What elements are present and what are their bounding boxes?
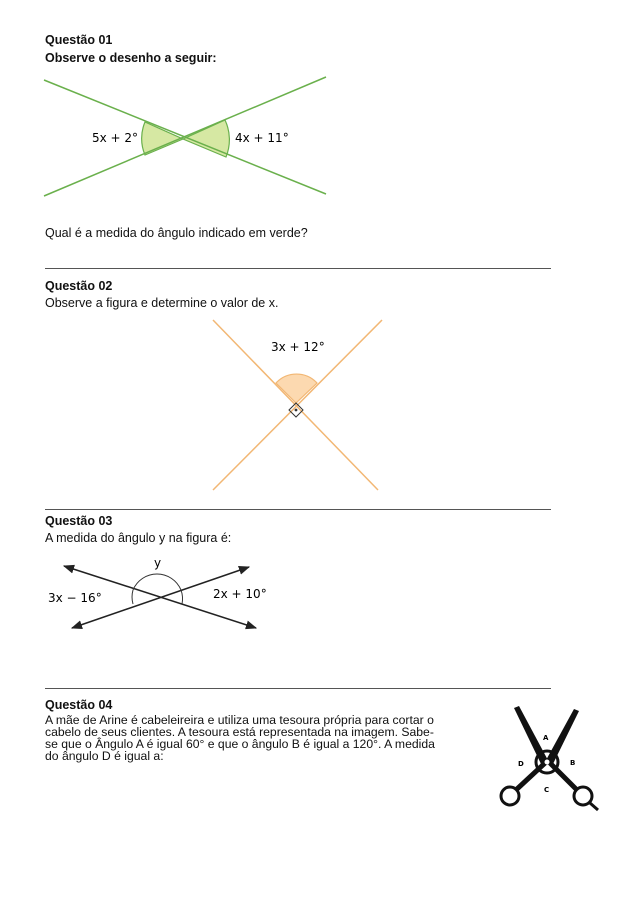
q2-instruction: Observe a figura e determine o valor de x.	[45, 296, 279, 310]
q3-label-top: y	[154, 556, 162, 570]
q4-title: Questão 04	[45, 698, 113, 712]
q3-angle-arc-top	[133, 574, 181, 590]
q3-angle-arc-left	[132, 590, 133, 604]
scissors-label-a: A	[543, 734, 549, 742]
q4-line-4: do ângulo D é igual a:	[45, 749, 164, 763]
q2-angle-fill	[276, 374, 317, 403]
q3-title: Questão 03	[45, 514, 113, 528]
q3-label-right: 2x + 10°	[213, 587, 267, 601]
q1-angle-left-fill	[142, 122, 183, 155]
scissors-pivot	[545, 760, 550, 765]
q1-label-right: 4x + 11°	[235, 131, 289, 145]
q1-title: Questão 01	[45, 33, 113, 47]
scissors-label-c: C	[544, 786, 550, 794]
q3-label-left: 3x − 16°	[48, 591, 102, 605]
q4-line-2: cabelo de seus clientes. A tesoura está representada na imagem. Sabe-	[45, 725, 434, 739]
q3-angle-arc-right	[181, 590, 183, 604]
scissors-blade-right	[545, 709, 579, 766]
divider-2	[45, 509, 551, 510]
scissors-tail	[590, 803, 598, 810]
q4-line-1: A mãe de Arine é cabeleireira e utiliza uma tesoura própria para cortar o	[45, 713, 434, 727]
scissors-ring-right	[574, 787, 592, 805]
q1-label-left: 5x + 2°	[92, 131, 139, 145]
q2-right-angle-dot	[295, 409, 298, 412]
scissors-label-b: B	[570, 759, 576, 767]
scissors-ring-left	[501, 787, 519, 805]
q4-paragraph	[45, 714, 485, 762]
divider-3	[45, 688, 551, 689]
scissors-figure	[490, 700, 610, 820]
scissors-label-d: D	[518, 760, 524, 768]
q1-figure	[0, 0, 641, 230]
q4-line-3: se que o Ângulo A é igual 60° e que o ângulo B é igual a 120°. A medida	[45, 737, 435, 751]
q1-instruction: Observe o desenho a seguir:	[45, 51, 217, 65]
divider-1	[45, 268, 551, 269]
q3-figure	[0, 550, 641, 650]
q2-label-top: 3x + 12°	[271, 340, 325, 354]
q1-question: Qual é a medida do ângulo indicado em verde?	[45, 226, 308, 240]
q2-figure	[0, 310, 641, 500]
q3-instruction: A medida do ângulo y na figura é:	[45, 531, 232, 545]
q2-title: Questão 02	[45, 279, 113, 293]
